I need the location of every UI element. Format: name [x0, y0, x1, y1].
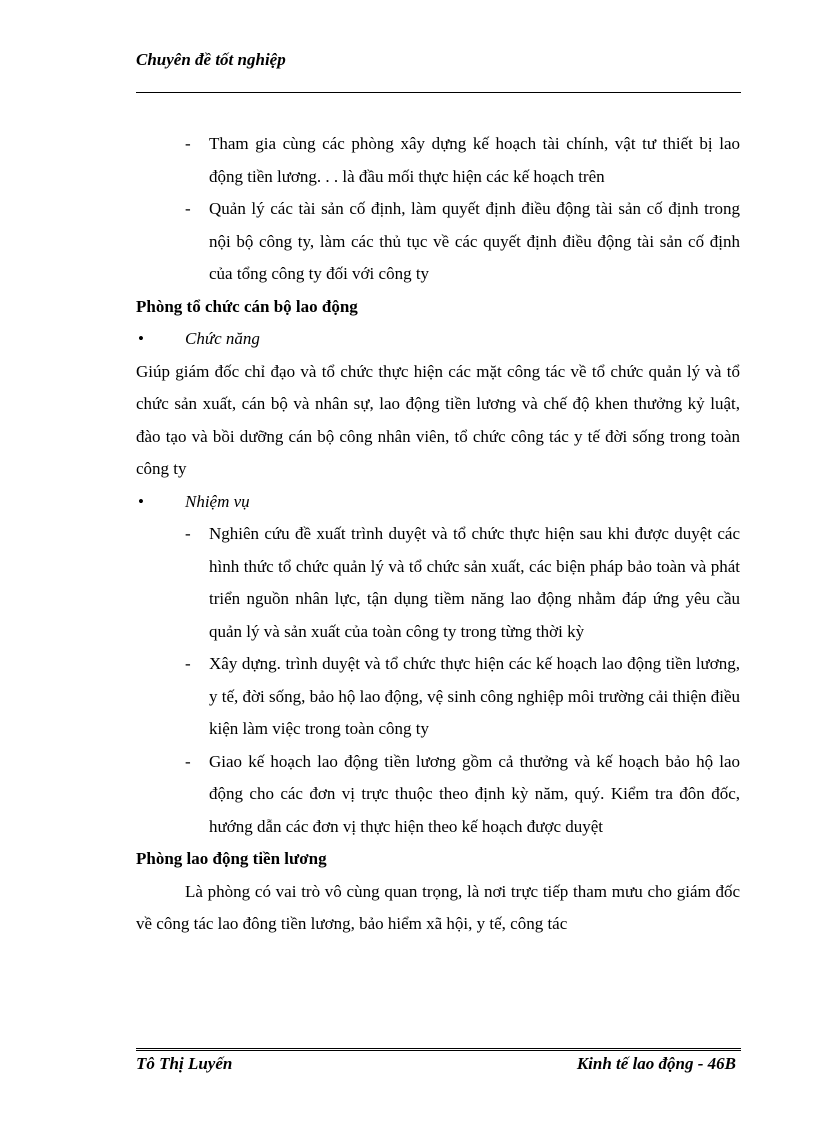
section-heading: Phòng lao động tiền lương: [136, 849, 327, 868]
paragraph: Giúp giám đốc chỉ đạo và tổ chức thực hiện các mặt công tác về tổ chức quản lý và tổ chức sản xuất, cán bộ và nhân sự, lao động tiền lương và chế độ khen thưởng kỷ luật, đào tạo và bồi dưỡng cán bộ công nhân viên, tổ chức công tác y tế đời sống trong toàn công ty: [136, 361, 740, 478]
footer-author: Tô Thị Luyến: [136, 1054, 233, 1073]
dash-marker: -: [185, 134, 191, 153]
header-rule: [136, 92, 741, 93]
header-title: Chuyên đề tốt nghiệp: [136, 50, 286, 69]
dash-marker: -: [185, 199, 191, 218]
section-heading: Phòng tổ chức cán bộ lao động: [136, 296, 358, 316]
list-item-text: Xây dựng. trình duyệt và tổ chức thực hiện các kế hoạch lao động tiền lương, y tế, đời sống, bảo hộ lao động, vệ sinh công nghiệp môi trường cải thiện điều kiện làm việc trong toàn công ty: [209, 654, 740, 738]
bullet-item: [136, 486, 740, 519]
bullet-marker: •: [138, 491, 144, 511]
list-item-text: Tham gia cùng các phòng xây dựng kế hoạch tài chính, vật tư thiết bị lao động tiền lương. . . là đầu mối thực hiện các kế hoạch trên: [209, 134, 740, 186]
bullet-label: Chức năng: [185, 329, 260, 348]
list-item-text: Nghiên cứu đề xuất trình duyệt và tổ chức thực hiện sau khi được duyệt các hình thức tổ chức quản lý và tổ chức sản xuất, các biện pháp bảo toàn và phát triển nguồn nhân lực, tận dụng tiềm năng lao động nhằm đáp ứng yêu cầu quản lý và sản xuất của toàn công ty trong từng thời kỳ: [209, 524, 740, 641]
footer-rule: [136, 1048, 741, 1051]
dash-marker: -: [185, 751, 191, 771]
bullet-label: Nhiệm vụ: [185, 491, 250, 511]
list-item: [136, 193, 740, 291]
list-item: [136, 128, 740, 193]
footer-class: Kinh tế lao động - 46B: [576, 1054, 736, 1073]
list-item: [136, 648, 740, 746]
bullet-marker: •: [138, 329, 144, 348]
paragraph: Là phòng có vai trò vô cùng quan trọng, là nơi trực tiếp tham mưu cho giám đốc về công tác lao đông tiền lương, bảo hiểm xã hội, y tế, công tác: [136, 881, 740, 933]
bullet-item: [136, 323, 740, 356]
list-item-text: Quản lý các tài sản cố định, làm quyết định điều động tài sản cố định trong nội bộ công ty, làm các thủ tục về các quyết định điều động tài sản cố định của tổng công ty đối với công ty: [209, 199, 740, 283]
dash-marker: -: [185, 654, 191, 673]
dash-marker: -: [185, 524, 191, 543]
list-item-text: Giao kế hoạch lao động tiền lương gồm cả thưởng và kế hoạch bảo hộ lao động cho các đơn vị trực thuộc theo định kỳ năm, quý. Kiểm tra đôn đốc, hướng dẫn các đơn vị thực hiện theo kế hoạch được duyệt: [209, 751, 740, 836]
list-item: [136, 518, 740, 648]
document-body: [136, 128, 740, 941]
list-item: [136, 746, 740, 844]
